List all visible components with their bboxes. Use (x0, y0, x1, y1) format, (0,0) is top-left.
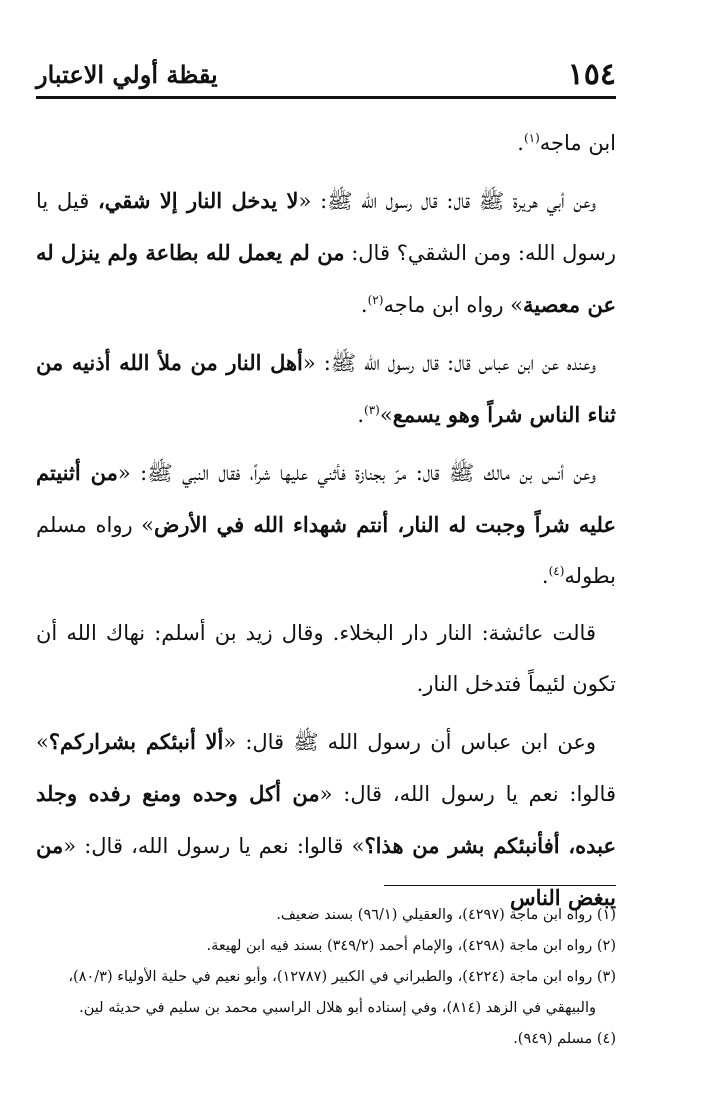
paragraph-2: وعن أبي هريرة ﷺ قال: قال رسول الله ﷺ: «لا يدخل النار إلا شقي، قيل يا رسول الله: ومن الشقي؟ قال: من لم يعمل لله بطاعة ولم ينزل له عن معصية» رواه ابن ماجه$^{(٢)}$. (36, 188, 617, 317)
hadith-text: من أكل وحده ومنع رفده وجلد عبده، أفأنبئكم بشر من هذا؟ (36, 781, 616, 858)
page-number: ١٥٤ (567, 57, 616, 92)
paragraph-1: ابن ماجه$^{(١)}$. (517, 131, 616, 155)
footnote-ref-1: (١) (523, 131, 540, 145)
footnotes (36, 900, 616, 1055)
footnote-ref-4: (٤) (548, 564, 565, 578)
hadith-text: ألا أنبئكم بشراركم؟ (48, 729, 224, 754)
footnote-separator (384, 885, 616, 886)
footnote-ref-2: (٢) (367, 293, 384, 307)
footnote-3: (٣) رواه ابن ماجة (٤٢٢٤)، والطبراني في الكبير (١٢٧٨٧)، وأبو نعيم في حلية الأولياء (٨٠/٣)، (68, 969, 616, 985)
running-title: يقظة أولي الاعتبار (36, 60, 218, 89)
footnote-4: (٤) مسلم (٩٤٩). (513, 1031, 616, 1047)
hadith-text: أهل النار من ملأ الله أذنيه من ثناء الناس شراً وهو يسمع (36, 350, 616, 427)
footnote-3-continued: والبيهقي في الزهد (٨١٤)، وفي إسناده أبو هلال الراسبي محمد بن سليم في حديثه لين. (79, 1000, 596, 1016)
paragraph-4: وعن أنس بن مالك ﷺ قال: مرّ بجنازة فأثني عليها شراً، فقال النبي ﷺ: «من أثنيتم عليه شراً وجبت له النار، أنتم شهداء الله في الأرض» رواه مسلم بطوله$^{(٤)}$. (36, 460, 616, 588)
footnote-2: (٢) رواه ابن ماجة (٤٢٩٨)، والإمام أحمد (٣٤٩/٢) بسند فيه ابن لهيعة. (206, 938, 616, 954)
paragraph-6: وعن ابن عباس أن رسول الله ﷺ قال: «ألا أنبئكم بشراركم؟» قالوا: نعم يا رسول الله، قال: «من أكل وحده ومنع رفده وجلد عبده، أفأنبئكم بشر من هذا؟» قالوا: نعم يا رسول الله، قال: «من يبغض الناس (36, 729, 616, 910)
paragraph-3: وعنده عن ابن عباس قال: قال رسول الله ﷺ: «أهل النار من ملأ الله أذنيه من ثناء الناس شراً وهو يسمع»$^{(٣)}$. (36, 350, 616, 427)
footnote-1: (١) رواه ابن ماجة (٤٢٩٧)، والعقيلي (٩٦/١) بسند ضعيف. (276, 907, 616, 923)
footnote-ref-3: (٣) (364, 403, 380, 417)
paragraph-5: قالت عائشة: النار دار البخلاء. وقال زيد بن أسلم: نهاك الله أن تكون لئيماً فتدخل النار. (36, 621, 616, 696)
page-header (36, 58, 616, 99)
hadith-text: من يبغض الناس (36, 833, 616, 910)
main-text (36, 118, 616, 930)
hadith-text: لا يدخل النار إلا شقي، (97, 188, 299, 213)
hadith-text: من لم يعمل لله بطاعة ولم ينزل له عن معصية (36, 240, 616, 317)
hadith-text: من أثنيتم عليه شراً وجبت له النار، أنتم شهداء الله في الأرض (36, 460, 616, 537)
